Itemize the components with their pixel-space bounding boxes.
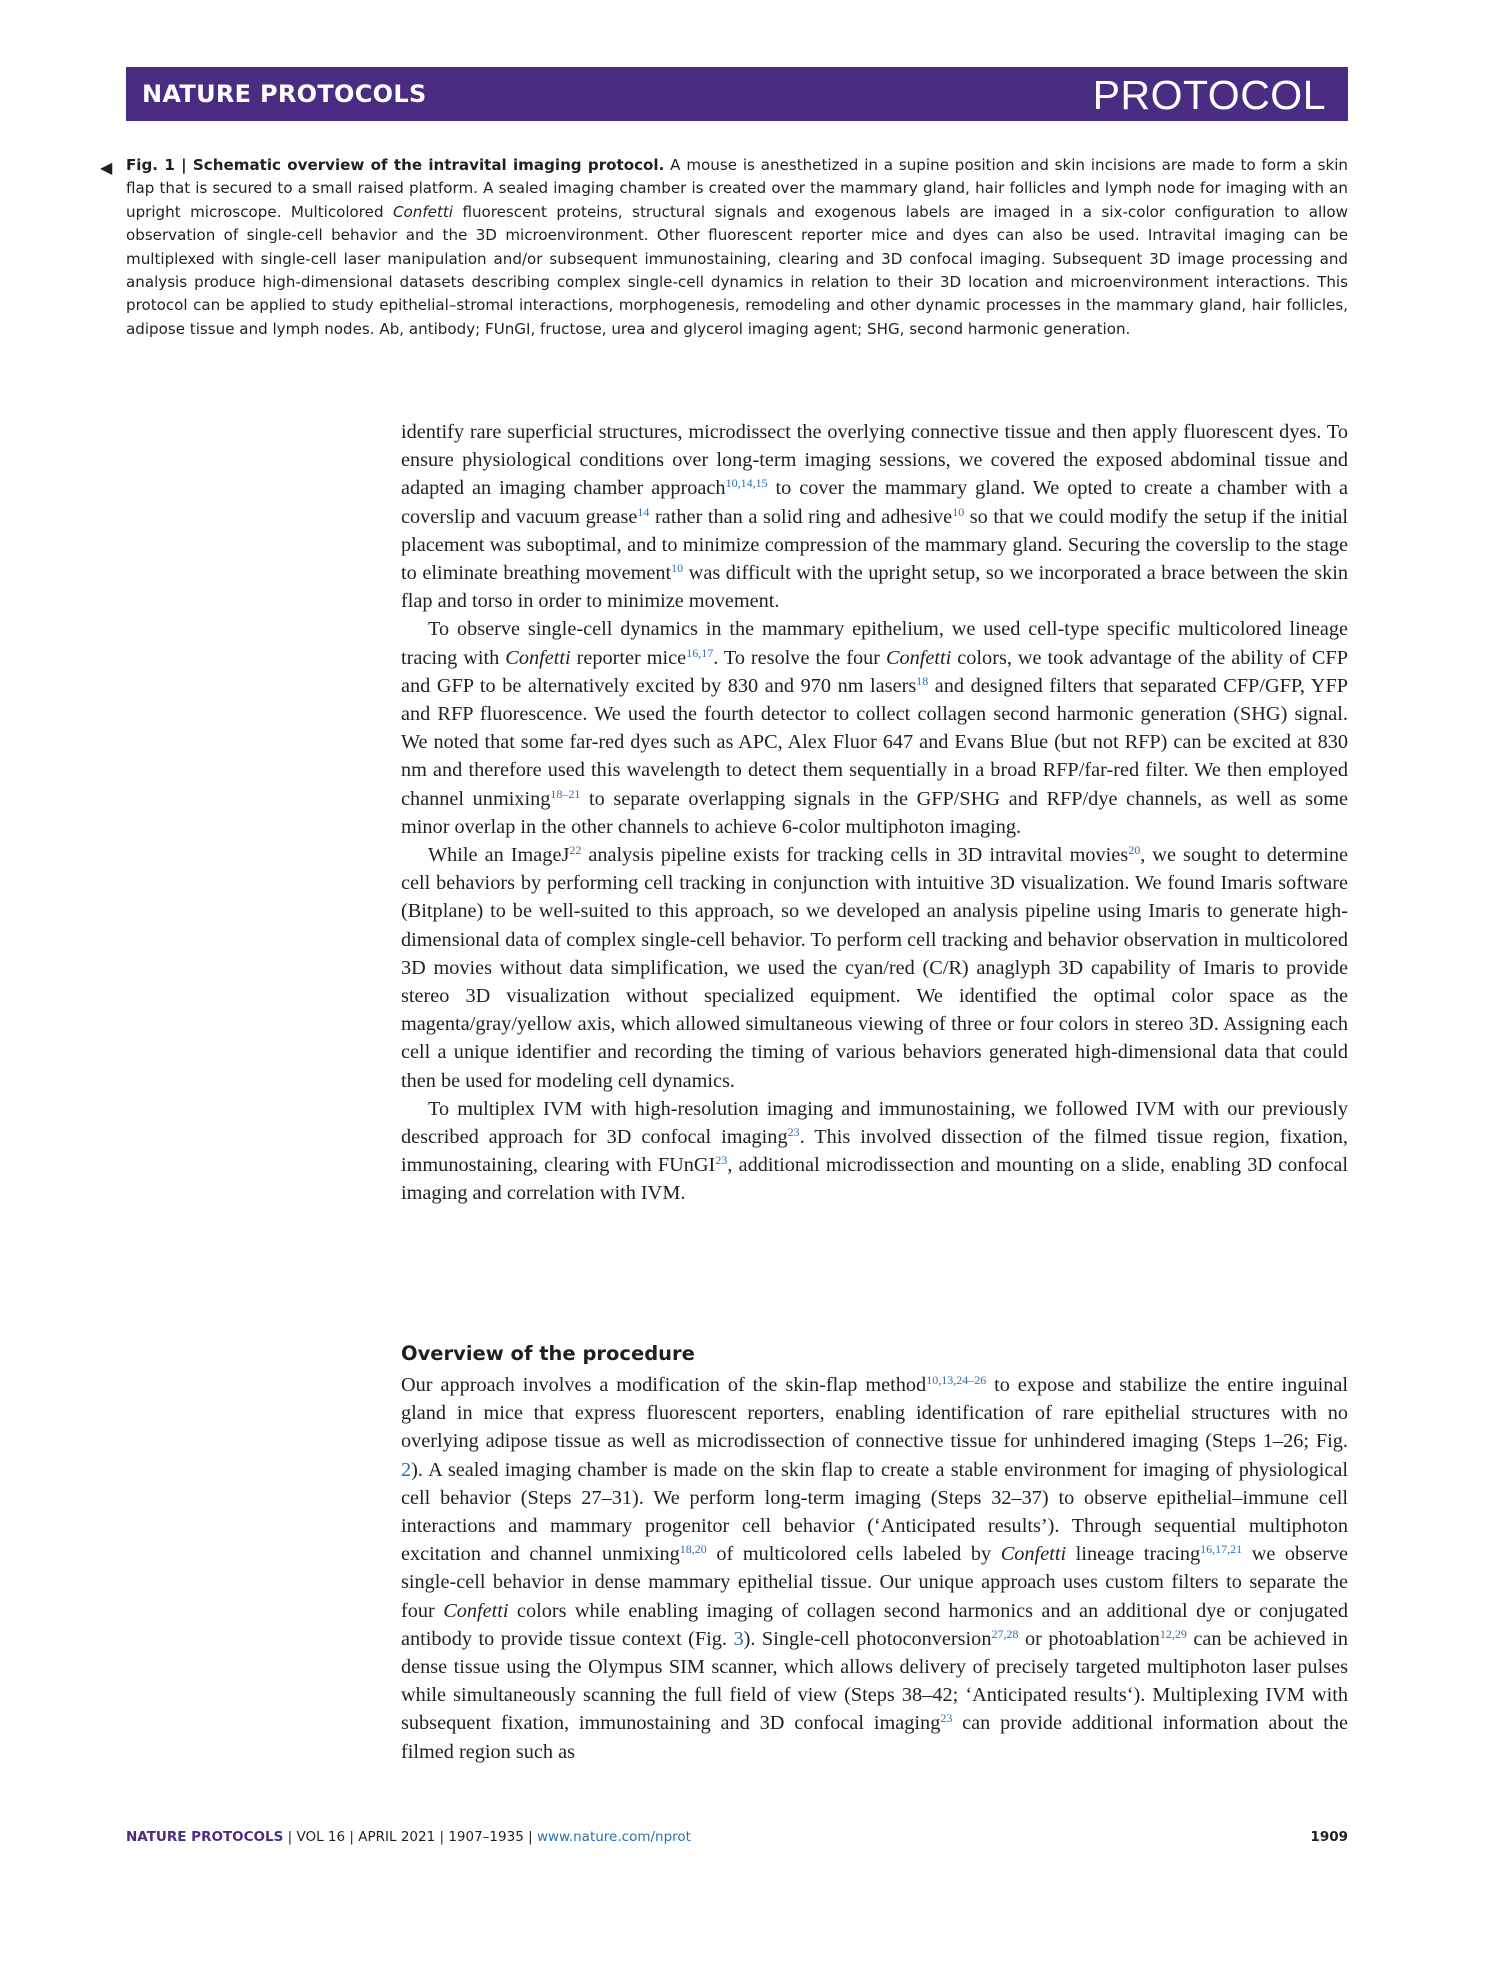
- paragraph: Our approach involves a modification of the skin-flap method$^{10,13,24-26}$ to expose and stabilize the entire inguinal gland in mice that express fluorescent reporters, enabling identification of rare epithelial structures with no overlying adipose tissue as well as microdissection of connective tissue for unhindered imaging (Steps 1–26; Fig. 2). A sealed imaging chamber is made on the skin flap to create a stable environment for imaging of physiological cell behavior (Steps 27–31). We perform long-term imaging (Steps 32–37) to observe epithelial–immune cell interactions and mammary progenitor cell behavior (‘Anticipated results’). Through sequential multiphoton excitation and channel unmixing$^{18,20}$ of multicolored cells labeled by Confetti lineage tracing$^{16,17,21}$ we observe single-cell behavior in dense mammary epithelial tissue. Our unique approach uses custom filters to separate the four Confetti colors while enabling imaging of collagen second harmonics and an additional dye or conjugated antibody to provide tissue context (Fig. 3). Single-cell photoconversion$^{27,28}$ or photoablation$^{12,29}$ can be achieved in dense tissue using the Olympus SIM scanner, which allows delivery of precisely targeted multiphoton laser pulses while simultaneously scanning the full field of view (Steps 38–42; ‘Anticipated results‘). Multiplexing IVM with subsequent fixation, immunostaining and 3D confocal imaging$^{23}$ can provide additional information about the filmed region such as: [401, 1373, 1349, 1763]
- citation-link[interactable]: 20: [1128, 843, 1141, 858]
- citation-link[interactable]: 22: [569, 843, 582, 858]
- citation-link[interactable]: 16,17: [686, 645, 714, 660]
- paragraph: To multiplex IVM with high-resolution imaging and immunostaining, we followed IVM with our previously described approach for 3D confocal imaging$^{23}$. This involved dissection of the filmed tissue region, fixation, immunostaining, clearing with FUnGI$^{23}$, additional microdissection and mounting on a slide, enabling 3D confocal imaging and correlation with IVM.: [401, 1097, 1348, 1205]
- citation-link[interactable]: 18–21: [550, 786, 581, 801]
- back-arrow-icon[interactable]: ◀: [100, 158, 113, 177]
- body-text: [401, 418, 1348, 1208]
- citation-link[interactable]: 14: [637, 504, 650, 519]
- citation-link[interactable]: 18: [916, 673, 929, 688]
- paragraph: To observe single-cell dynamics in the mammary epithelium, we used cell-type specific multicolored lineage tracing with Confetti reporter mice$^{16,17}$. To resolve the four Confetti colors, we took advantage of the ability of CFP and GFP to be alternatively excited by 830 and 970 nm lasers$^{18}$ and designed filters that separated CFP/GFP, YFP and RFP fluorescence. We used the fourth detector to collect collagen second harmonic generation (SHG) signal. We noted that some far-red dyes such as APC, Alex Fluor 647 and Evans Blue (but not RFP) can be excited at 830 nm and therefore used this wavelength to detect them sequentially in a broad RFP/far-red filter. We then employed channel unmixing$^{18-21}$ to separate overlapping signals in the GFP/SHG and RFP/dye channels, as well as some minor overlap in the other channels to achieve 6-color multiphoton imaging.: [401, 618, 1348, 838]
- article-type: PROTOCOL: [1092, 72, 1326, 118]
- citation-link[interactable]: 12,29: [1159, 1626, 1187, 1641]
- section-heading: Overview of the procedure: [401, 1342, 695, 1365]
- citation-link[interactable]: 18,20: [679, 1542, 707, 1557]
- figure-title: Schematic overview of the intravital imaging protocol.: [192, 156, 665, 174]
- figure-link[interactable]: 2: [401, 1458, 412, 1481]
- citation-link[interactable]: 10: [952, 504, 965, 519]
- footer-date: APRIL 2021: [358, 1829, 436, 1845]
- figure-label: Fig. 1 |: [126, 156, 193, 174]
- journal-name: NATURE PROTOCOLS: [142, 80, 427, 108]
- page-footer: NATURE PROTOCOLS | VOL 16 | APRIL 2021 | 1907–1935 | www.nature.com/nprot 1909: [126, 1829, 1348, 1845]
- figure-link[interactable]: 3: [733, 1627, 744, 1650]
- citation-link[interactable]: 10: [671, 561, 684, 576]
- paragraph: While an ImageJ$^{22}$ analysis pipeline exists for tracking cells in 3D intravital movies$^{20}$, we sought to determine cell behaviors by performing cell tracking in conjunction with intuitive 3D visualization. We found Imaris software (Bitplane) to be well-suited to this approach, so we developed an analysis pipeline using Imaris to generate high-dimensional data of complex single-cell behavior. To perform cell tracking and behavior observation in multicolored 3D movies without data simplification, we used the cyan/red (C/R) anaglyph 3D capability of Imaris to provide stereo 3D visualization without specialized equipment. We identified the optimal color space as the magenta/gray/yellow axis, which allowed simultaneous viewing of three or four colors in stereo 3D. Assigning each cell a unique identifier and recording the timing of various behaviors generated high-dimensional data that could then be used for modeling cell dynamics.: [401, 843, 1348, 1092]
- citation-link[interactable]: 10,14,15: [725, 476, 768, 491]
- footer-journal: NATURE PROTOCOLS: [126, 1829, 284, 1845]
- citation-link[interactable]: 10,13,24–26: [926, 1373, 987, 1387]
- footer-volume: VOL 16: [296, 1829, 346, 1845]
- section-overview: [401, 1340, 1348, 1766]
- citation-link[interactable]: 23: [715, 1153, 728, 1168]
- figure-caption: ◀ Fig. 1 | Schematic overview of the intravital imaging protocol. A mouse is anesthetized in a supine position and skin incisions are made to form a skin flap that is secured to a small raised platform. A sealed imaging chamber is created over the mammary gland, hair follicles and lymph node for imaging with an upright microscope. Multicolored Confetti fluorescent proteins, structural signals and exogenous labels are imaged in a six-color configuration to allow observation of single-cell behavior and the 3D microenvironment. Other fluorescent reporter mice and dyes can also be used. Intravital imaging can be multiplexed with single-cell laser manipulation and/or subsequent immunostaining, clearing and 3D confocal imaging. Subsequent 3D image processing and analysis produce high-dimensional datasets describing complex single-cell dynamics in relation to their 3D location and microenvironment interactions. This protocol can be applied to study epithelial–stromal interactions, morphogenesis, remodeling and other dynamic processes in the mammary gland, hair follicles, adipose tissue and lymph nodes. Ab, antibody; FUnGI, fructose, urea and glycerol imaging agent; SHG, second harmonic generation.: [100, 156, 1348, 338]
- journal-url-link[interactable]: www.nature.com/nprot: [536, 1829, 691, 1845]
- citation-link[interactable]: 16,17,21: [1200, 1542, 1243, 1557]
- citation-link[interactable]: 23: [940, 1711, 953, 1726]
- citation-link[interactable]: 27,28: [991, 1626, 1019, 1641]
- page-number: 1909: [1310, 1829, 1348, 1845]
- footer-pages: 1907–1935: [448, 1829, 524, 1845]
- journal-header-bar: [126, 67, 1348, 121]
- citation-link[interactable]: 23: [787, 1125, 800, 1140]
- paragraph: identify rare superficial structures, microdissect the overlying connective tissue and then apply fluorescent dyes. To ensure physiological conditions over long-term imaging sessions, we covered the exposed abdominal tissue and adapted an imaging chamber approach$^{10,14,15}$ to cover the mammary gland. We opted to create a chamber with a coverslip and vacuum grease$^{14}$ rather than a solid ring and adhesive$^{10}$ so that we could modify the setup if the initial placement was suboptimal, and to minimize compression of the mammary gland. Securing the coverslip to the stage to eliminate breathing movement$^{10}$ was difficult with the upright setup, so we incorporated a brace between the skin flap and torso in order to minimize movement.: [401, 421, 1348, 613]
